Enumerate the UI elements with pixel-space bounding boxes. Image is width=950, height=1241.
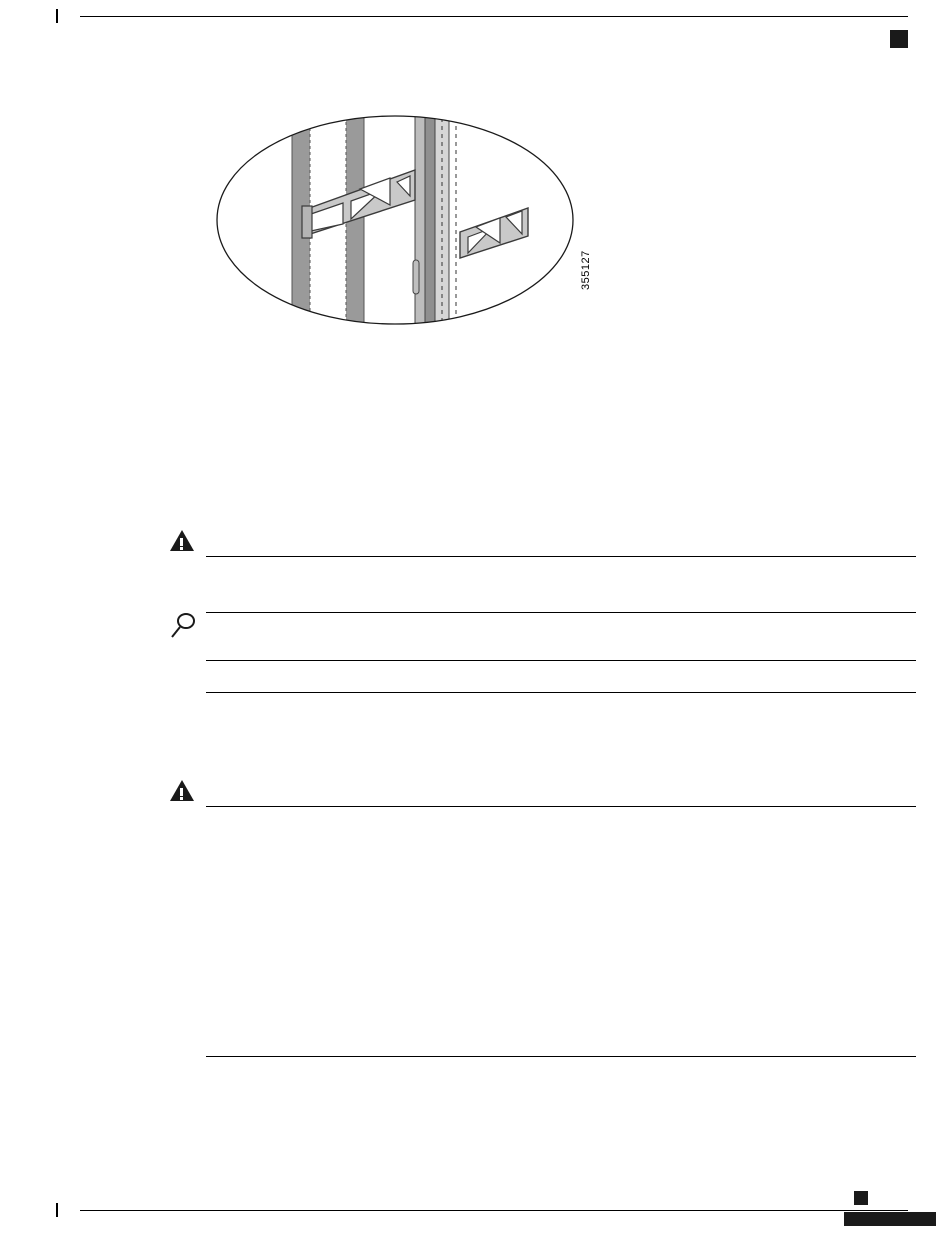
footer-rule-line [80, 1210, 908, 1211]
page-header [56, 14, 908, 18]
notice-warning-2 [128, 778, 916, 822]
notice-rule-mid [206, 660, 916, 661]
notice-rule-top [206, 612, 916, 613]
footer-tick-mark [56, 1203, 58, 1217]
header-rule [80, 16, 908, 17]
page-footer [56, 1210, 908, 1211]
figure-illustration [210, 110, 630, 355]
notice-tip [128, 610, 916, 700]
footer-page-label [844, 1212, 936, 1226]
footer-square-marker [854, 1191, 868, 1205]
warning-triangle-icon [128, 778, 204, 820]
header-tab-marker [890, 30, 908, 48]
warning-triangle-icon [128, 528, 204, 570]
header-tick-mark [56, 9, 58, 23]
magnifier-tip-icon [128, 610, 204, 652]
notice-rule-bottom [206, 692, 916, 693]
notice-warning-1 [128, 528, 916, 568]
notice-rule [206, 806, 916, 807]
notice-rule [206, 556, 916, 557]
section-divider [206, 1056, 916, 1057]
figure-id-label: 355127 [580, 250, 592, 290]
